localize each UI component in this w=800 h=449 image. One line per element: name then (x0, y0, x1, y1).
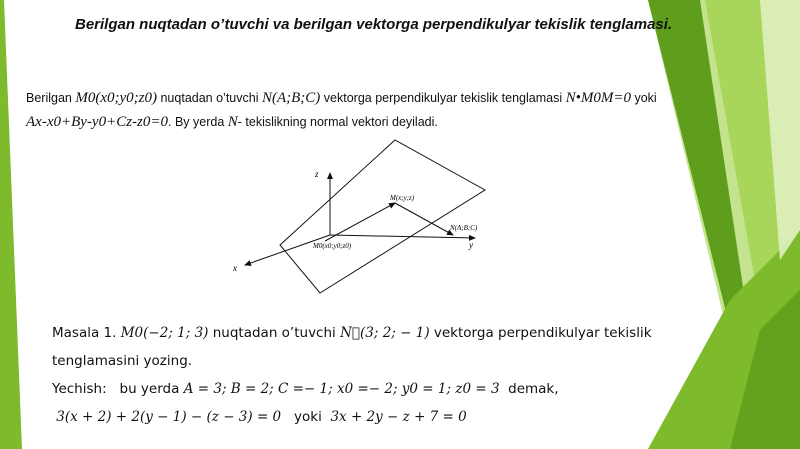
task-line-2: tenglamasini yozing. (52, 353, 193, 369)
intro-math-dot: N•M0M=0 (565, 90, 631, 106)
intro-text-6: - tekislikning normal vektori deyiladi. (237, 115, 438, 129)
intro-text-5: . By yerda (168, 115, 225, 129)
intro-text-2: nuqtadan o’tuvchi (160, 91, 259, 105)
task-vector: N⃗(3; 2; − 1) (340, 325, 430, 341)
yechish-label: Yechish: (52, 381, 107, 397)
solution-line (52, 375, 692, 403)
x-axis (245, 235, 330, 265)
solution-here: bu yerda (119, 381, 180, 397)
masala-label: Masala 1. (52, 325, 117, 341)
solution-values: A = 3; B = 2; C =− 1; x0 =− 2; y0 = 1; z0 = 3 (183, 381, 500, 397)
equation-1: 3(x + 2) + 2(y − 1) − (z − 3) = 0 (56, 409, 282, 425)
intro-math-m0: M0(x0;y0;z0) (75, 90, 157, 106)
intro-math-n2: N (227, 114, 238, 130)
plane-outline (280, 140, 485, 293)
y-axis-label: y (469, 240, 473, 250)
left-green-strip (0, 0, 22, 449)
vector-n-label: N(A;B;C) (450, 224, 478, 232)
intro-math-n: N(A;B;C) (261, 90, 321, 106)
task-block (52, 319, 692, 431)
intro-text-4: yoki (634, 91, 657, 105)
x-axis-label: x (233, 263, 237, 273)
intro-text-1: Berilgan (26, 91, 72, 105)
intro-math-eq: Ax-x0+By-y0+Cz-z0=0 (26, 114, 168, 130)
y-axis (330, 235, 475, 238)
point-m-label: M(x;y;z) (390, 194, 415, 202)
z-axis-label: z (315, 169, 319, 179)
equation-line (52, 403, 692, 431)
equation-2: 3x + 2y − z + 7 = 0 (330, 409, 467, 425)
equation-yoki: yoki (294, 409, 322, 425)
task-line-1 (52, 319, 692, 347)
intro-text-3: vektorga perpendikulyar tekislik tenglamasi (323, 91, 563, 105)
intro-paragraph (26, 86, 726, 134)
task-text-through: nuqtadan o’tuvchi (212, 325, 336, 341)
task-text-rest: vektorga perpendikulyar tekislik (433, 325, 652, 341)
solution-demak: demak, (508, 381, 559, 397)
point-m0-label: M0(x0;y0;z0) (313, 242, 352, 250)
page-title: Berilgan nuqtadan o’tuvchi va berilgan vektorga perpendikulyar tekislik tenglamasi. (75, 16, 673, 33)
normal-vector (395, 203, 453, 235)
task-point: M0(−2; 1; 3) (120, 325, 209, 341)
plane-diagram (225, 135, 495, 300)
